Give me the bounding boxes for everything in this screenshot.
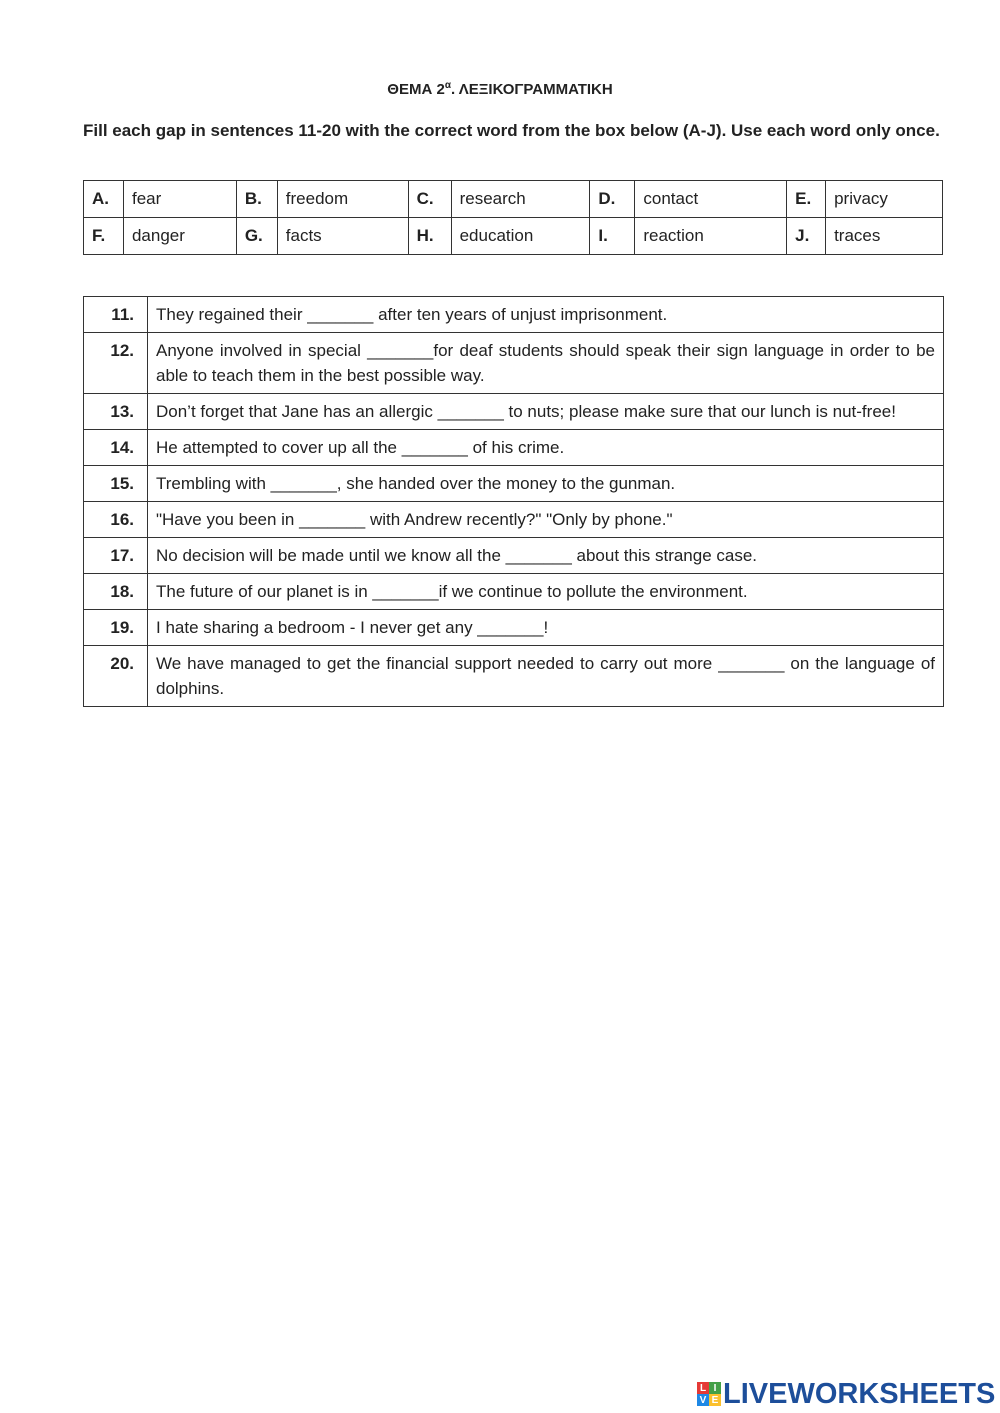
question-row [84,297,944,333]
question-text: "Have you been in _______ with Andrew recently?" "Only by phone." [148,502,944,538]
question-row [84,333,944,394]
question-number: 19. [84,610,148,646]
word-letter: F. [84,218,124,255]
word-letter: J. [787,218,826,255]
word-letter: E. [787,181,826,218]
question-number: 14. [84,430,148,466]
question-text: The future of our planet is in _______if we continue to pollute the environment. [148,574,944,610]
question-row [84,574,944,610]
word-option: facts [277,218,408,255]
question-row [84,394,944,430]
logo-tile: I [709,1382,721,1394]
question-number: 20. [84,646,148,707]
question-row [84,610,944,646]
word-option: reaction [635,218,787,255]
question-text: He attempted to cover up all the _______ of his crime. [148,430,944,466]
word-box-row [84,181,943,218]
word-option: traces [826,218,943,255]
word-option: research [451,181,590,218]
question-number: 17. [84,538,148,574]
question-text: I hate sharing a bedroom - I never get any _______! [148,610,944,646]
title-superscript: α [444,80,451,91]
word-letter: C. [408,181,451,218]
question-text: Anyone involved in special _______for deaf students should speak their sign language in order to be able to teach them in the best possible way. [148,333,944,394]
word-letter: G. [236,218,277,255]
question-number: 16. [84,502,148,538]
question-text: Trembling with _______, she handed over the money to the gunman. [148,466,944,502]
word-option: danger [123,218,236,255]
question-row [84,538,944,574]
question-row [84,502,944,538]
title-rest: . ΛΕΞΙΚΟΓΡΑΜΜΑΤΙΚΗ [450,81,613,98]
question-row [84,430,944,466]
question-number: 18. [84,574,148,610]
word-letter: I. [590,218,635,255]
question-text: No decision will be made until we know all the _______ about this strange case. [148,538,944,574]
word-option: education [451,218,590,255]
title-main: ΘΕΜΑ 2 [387,81,445,98]
question-number: 13. [84,394,148,430]
word-box [83,180,943,255]
section-title [0,80,1000,98]
word-letter: B. [236,181,277,218]
question-text: We have managed to get the financial support needed to carry out more _______ on the language of dolphins. [148,646,944,707]
question-text: Don’t forget that Jane has an allergic _______ to nuts; please make sure that our lunch is nut-free! [148,394,944,430]
logo-tile: E [709,1394,721,1406]
word-letter: A. [84,181,124,218]
question-number: 12. [84,333,148,394]
logo-tile: V [697,1394,709,1406]
question-row [84,646,944,707]
logo-tile: L [697,1382,709,1394]
logo-text: LIVEWORKSHEETS [723,1377,996,1410]
question-text: They regained their _______ after ten years of unjust imprisonment. [148,297,944,333]
word-option: freedom [277,181,408,218]
word-letter: H. [408,218,451,255]
word-box-row [84,218,943,255]
word-letter: D. [590,181,635,218]
liveworksheets-logo[interactable] [697,1378,995,1410]
questions-table [83,296,944,707]
word-option: fear [123,181,236,218]
question-number: 11. [84,297,148,333]
word-option: contact [635,181,787,218]
question-number: 15. [84,466,148,502]
instructions: Fill each gap in sentences 11-20 with the correct word from the box below (A-J). Use each word only once. [83,121,940,140]
logo-icon [697,1382,721,1406]
word-option: privacy [826,181,943,218]
question-row [84,466,944,502]
